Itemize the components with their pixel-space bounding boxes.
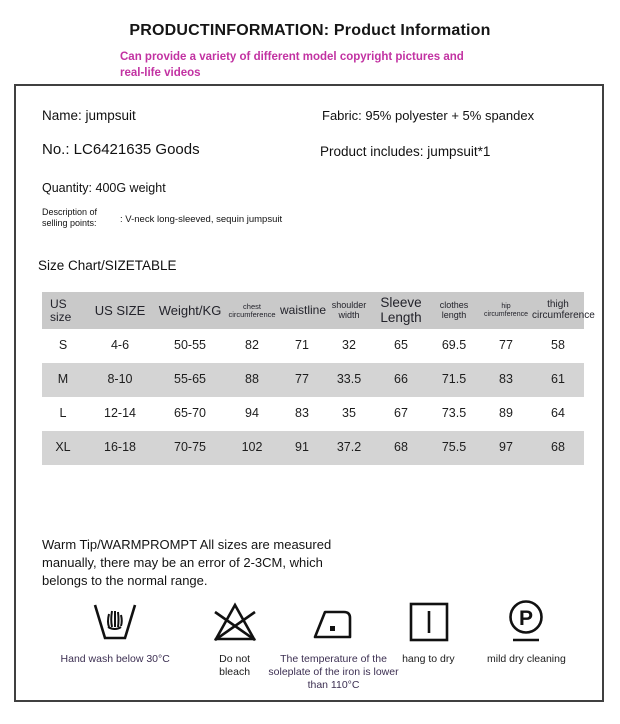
table-row — [42, 329, 584, 363]
table-cell: 91 — [295, 440, 309, 455]
column-header: thigh circumference — [532, 299, 595, 321]
table-cell: 4-6 — [110, 338, 130, 353]
description-value: : V-neck long-sleeved, sequin jumpsuit — [120, 214, 283, 225]
table-cell: 33.5 — [336, 372, 362, 387]
column-header: chest circumference — [228, 301, 276, 319]
column-header: US SIZE — [94, 302, 146, 318]
table-cell: 68 — [394, 440, 408, 455]
table-cell: 69.5 — [441, 338, 467, 353]
table-row — [42, 431, 584, 465]
care-label: The temperature of the soleplate of the iron is lower than 110°C — [268, 653, 399, 692]
page-title: PRODUCTINFORMATION: Product Information — [129, 22, 491, 39]
care-label: mild dry cleaning — [487, 653, 566, 665]
table-cell: 71 — [295, 338, 309, 353]
table-cell: L — [59, 406, 67, 421]
table-cell: 71.5 — [441, 372, 467, 387]
table-cell: 65 — [394, 338, 408, 353]
size-table — [42, 292, 595, 465]
column-header: shoulder width — [331, 300, 367, 320]
table-cell: 88 — [245, 372, 259, 387]
hang-dry-icon — [407, 598, 451, 646]
description-label: Description of selling points: — [42, 207, 98, 229]
product-number: No.: LC6421635 Goods — [42, 141, 200, 158]
care-item-hang-dry — [400, 598, 459, 692]
column-header: hip circumference — [484, 303, 528, 318]
table-cell: 67 — [394, 406, 408, 421]
table-cell: 16-18 — [104, 440, 136, 455]
table-cell: 66 — [394, 372, 408, 387]
table-cell: 83 — [295, 406, 309, 421]
table-cell: 94 — [245, 406, 259, 421]
size-chart-title: Size Chart/SIZETABLE — [38, 258, 177, 273]
product-quantity: Quantity: 400G weight — [42, 181, 166, 195]
size-table-header-row — [42, 292, 595, 329]
table-row — [42, 363, 584, 397]
table-cell: 12-14 — [104, 406, 136, 421]
size-table-body — [42, 329, 584, 465]
svg-text:P: P — [519, 607, 534, 630]
table-cell: 102 — [241, 440, 263, 455]
table-row — [42, 397, 584, 431]
table-cell: 73.5 — [441, 406, 467, 421]
table-cell: 75.5 — [441, 440, 467, 455]
column-header: clothes length — [439, 300, 469, 320]
product-name: Name: jumpsuit — [42, 108, 136, 123]
table-cell: 97 — [499, 440, 513, 455]
care-instructions-row — [28, 598, 594, 692]
care-item-dry-clean — [459, 598, 594, 692]
table-cell: 55-65 — [174, 372, 206, 387]
care-item-do-not-bleach — [202, 598, 267, 692]
table-cell: 35 — [342, 406, 356, 421]
do-not-bleach-icon — [211, 598, 259, 646]
table-cell: 82 — [245, 338, 259, 353]
table-cell: 65-70 — [174, 406, 206, 421]
care-item-hand-wash — [28, 598, 202, 692]
column-header: US size — [50, 296, 72, 324]
table-cell: 8-10 — [107, 372, 133, 387]
product-includes: Product includes: jumpsuit*1 — [320, 144, 491, 159]
table-cell: 50-55 — [174, 338, 206, 353]
column-header: Sleeve Length — [380, 295, 422, 325]
table-cell: 89 — [499, 406, 513, 421]
table-cell: S — [58, 338, 68, 353]
iron-low-temp-icon — [310, 598, 358, 646]
column-header: waistline — [280, 303, 327, 318]
table-cell: 70-75 — [174, 440, 206, 455]
warm-tip-text: Warm Tip/WARMPROMPT All sizes are measured manually, there may be an error of 2-3CM, which belongs to the normal range. — [42, 537, 332, 588]
table-cell: 77 — [499, 338, 513, 353]
table-cell: M — [57, 372, 69, 387]
table-cell: XL — [55, 440, 71, 455]
hand-wash-icon — [90, 598, 140, 646]
table-cell: 68 — [551, 440, 565, 455]
dry-clean-p-icon — [503, 598, 549, 646]
table-cell: 64 — [551, 406, 565, 421]
product-fabric: Fabric: 95% polyester + 5% spandex — [322, 108, 535, 123]
care-label: hang to dry — [402, 653, 455, 665]
table-cell: 32 — [342, 338, 356, 353]
table-cell: 61 — [551, 372, 565, 387]
page-subtitle: Can provide a variety of different model copyright pictures and real-life videos — [120, 51, 464, 79]
care-item-iron-low — [267, 598, 400, 692]
content-box — [14, 84, 604, 702]
column-header: Weight/KG — [158, 302, 222, 318]
table-cell: 77 — [295, 372, 309, 387]
care-label: Hand wash below 30°C — [60, 653, 170, 665]
table-cell: 58 — [551, 338, 565, 353]
table-cell: 83 — [499, 372, 513, 387]
table-cell: 37.2 — [336, 440, 362, 455]
care-label: Do not bleach — [219, 653, 251, 679]
